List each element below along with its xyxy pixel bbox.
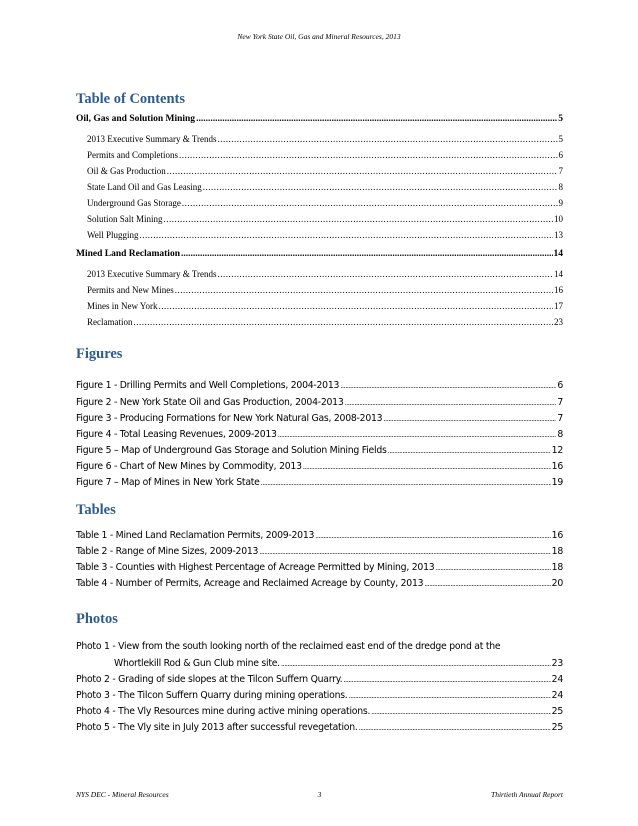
photo-label: Whortlekill Rod & Gun Club mine site. [114, 658, 280, 669]
toc-page-number: 5 [558, 114, 563, 124]
photo-label: Photo 4 - The Vly Resources mine during active mining operations. [76, 706, 371, 717]
table-label: Table 4 - Number of Permits, Acreage and Reclaimed Acreage by County, 2013 [76, 578, 424, 589]
dot-leader [340, 382, 556, 390]
dot-leader [371, 708, 551, 716]
figure-page-number: 16 [551, 461, 563, 472]
dot-leader [424, 580, 550, 588]
toc-page-number: 8 [558, 182, 563, 192]
photo-entry[interactable] [76, 706, 563, 720]
toc-item[interactable] [87, 182, 563, 196]
toc-page-number: 5 [558, 134, 563, 144]
table-label: Table 3 - Counties with Highest Percentage of Acreage Permitted by Mining, 2013 [76, 562, 435, 573]
table-entry[interactable] [76, 562, 563, 576]
toc-section-mined-land[interactable] [76, 249, 563, 263]
figure-label: Figure 2 - New York State Oil and Gas Production, 2004-2013 [76, 397, 344, 408]
table-entry[interactable] [76, 546, 563, 560]
dot-leader [167, 166, 558, 176]
figure-page-number: 19 [551, 477, 563, 488]
toc-section-oil-gas[interactable] [76, 114, 563, 128]
toc-item-label: Well Plugging [87, 230, 139, 240]
toc-page-number: 13 [554, 230, 563, 240]
table-page-number: 18 [551, 546, 563, 557]
toc-item-label: Solution Salt Mining [87, 214, 163, 224]
photo-label: Photo 3 - The Tilcon Suffern Quarry during mining operations. [76, 690, 348, 701]
table-page-number: 16 [551, 530, 563, 541]
figure-page-number: 12 [551, 445, 563, 456]
toc-item-label: 2013 Executive Summary & Trends [87, 269, 217, 279]
figure-page-number: 8 [557, 429, 563, 440]
photos-title: Photos [76, 611, 118, 627]
toc-item-label: State Land Oil and Gas Leasing [87, 182, 202, 192]
figure-label: Figure 1 - Drilling Permits and Well Completions, 2004-2013 [76, 380, 340, 391]
toc-item-label: Permits and New Mines [87, 285, 174, 295]
dot-leader [345, 399, 557, 407]
dot-leader [359, 724, 551, 732]
toc-item-label: Permits and Completions [87, 150, 178, 160]
toc-item[interactable] [87, 198, 563, 212]
toc-page-number: 14 [553, 249, 563, 259]
table-label: Table 2 - Range of Mine Sizes, 2009-2013 [76, 546, 259, 557]
footer-left: NYS DEC - Mineral Resources [76, 790, 169, 799]
toc-item[interactable] [87, 214, 563, 228]
photo-entry[interactable] [114, 658, 563, 672]
tables-title: Tables [76, 502, 116, 518]
figure-page-number: 7 [557, 397, 563, 408]
figure-entry[interactable] [76, 380, 563, 394]
toc-page-number: 9 [558, 198, 563, 208]
figure-label: Figure 4 - Total Leasing Revenues, 2009-2013 [76, 429, 277, 440]
table-entry[interactable] [76, 578, 563, 592]
table-page-number: 18 [551, 562, 563, 573]
figure-label: Figure 7 – Map of Mines in New York State [76, 477, 260, 488]
toc-page-number: 17 [554, 301, 563, 311]
dot-leader [349, 692, 551, 700]
dot-leader [278, 431, 557, 439]
dot-leader [343, 676, 550, 684]
toc-item-label: Mines in New York [87, 301, 158, 311]
toc-item[interactable] [87, 166, 563, 180]
photo-entry[interactable] [76, 722, 563, 736]
toc-page-number: 6 [558, 150, 563, 160]
dot-leader [159, 301, 553, 311]
dot-leader [218, 269, 554, 279]
dot-leader [179, 150, 558, 160]
dot-leader [133, 317, 553, 327]
footer-right: Thirtieth Annual Report [491, 790, 563, 799]
photo-page-number: 24 [551, 674, 563, 685]
figure-entry[interactable] [76, 445, 563, 459]
figure-page-number: 7 [557, 413, 563, 424]
figure-label: Figure 6 - Chart of New Mines by Commodity, 2013 [76, 461, 302, 472]
toc-page-number: 7 [558, 166, 563, 176]
toc-item[interactable] [87, 230, 563, 244]
dot-leader [303, 463, 551, 471]
toc-item[interactable] [87, 285, 563, 299]
dot-leader [175, 285, 553, 295]
toc-item[interactable] [87, 269, 563, 283]
toc-section-label: Mined Land Reclamation [76, 249, 180, 259]
figure-label: Figure 3 - Producing Formations for New York Natural Gas, 2008-2013 [76, 413, 383, 424]
photo-entry[interactable] [76, 674, 563, 688]
dot-leader [181, 249, 553, 259]
dot-leader [164, 214, 553, 224]
toc-page-number: 23 [554, 317, 563, 327]
figures-title: Figures [76, 346, 123, 362]
dot-leader [259, 548, 550, 556]
toc-title: Table of Contents [76, 91, 186, 107]
figure-entry[interactable] [76, 413, 563, 427]
table-label: Table 1 - Mined Land Reclamation Permits, 2009-2013 [76, 530, 315, 541]
dot-leader [435, 564, 550, 572]
photo-label: Photo 2 - Grading of side slopes at the Tilcon Suffern Quarry. [76, 674, 343, 685]
toc-item-label: Reclamation [87, 317, 133, 327]
dot-leader [182, 198, 558, 208]
table-entry[interactable] [76, 530, 563, 544]
photo-page-number: 24 [551, 690, 563, 701]
figure-entry[interactable] [76, 461, 563, 475]
running-header: New York State Oil, Gas and Mineral Resources, 2013 [237, 32, 401, 41]
photo-page-number: 25 [551, 722, 563, 733]
table-page-number: 20 [551, 578, 563, 589]
figure-entry[interactable] [76, 397, 563, 411]
photo-entry-line1[interactable]: Photo 1 - View from the south looking north of the reclaimed east end of the dredge pond at the [76, 641, 501, 652]
toc-item[interactable] [87, 134, 563, 148]
photo-page-number: 25 [551, 706, 563, 717]
toc-item[interactable] [87, 317, 563, 331]
figure-page-number: 6 [557, 380, 563, 391]
toc-item-label: Underground Gas Storage [87, 198, 181, 208]
footer-page-number: 3 [317, 790, 322, 799]
toc-item[interactable] [87, 150, 563, 164]
dot-leader [196, 114, 557, 124]
figure-label: Figure 5 – Map of Underground Gas Storage and Solution Mining Fields [76, 445, 387, 456]
dot-leader [218, 134, 558, 144]
toc-item-label: 2013 Executive Summary & Trends [87, 134, 217, 144]
figure-entry[interactable] [76, 429, 563, 443]
dot-leader [203, 182, 558, 192]
dot-leader [315, 532, 550, 540]
toc-page-number: 16 [554, 285, 563, 295]
toc-page-number: 10 [554, 214, 563, 224]
dot-leader [261, 479, 551, 487]
toc-section-label: Oil, Gas and Solution Mining [76, 114, 196, 124]
toc-page-number: 14 [554, 269, 563, 279]
photo-label: Photo 5 - The Vly site in July 2013 after successful revegetation. [76, 722, 358, 733]
toc-item[interactable] [87, 301, 563, 315]
dot-leader [140, 230, 553, 240]
dot-leader [388, 447, 551, 455]
photo-entry[interactable] [76, 690, 563, 704]
figure-entry[interactable] [76, 477, 563, 491]
photo-page-number: 23 [551, 658, 563, 669]
dot-leader [383, 415, 556, 423]
toc-item-label: Oil & Gas Production [87, 166, 166, 176]
dot-leader [281, 660, 551, 668]
